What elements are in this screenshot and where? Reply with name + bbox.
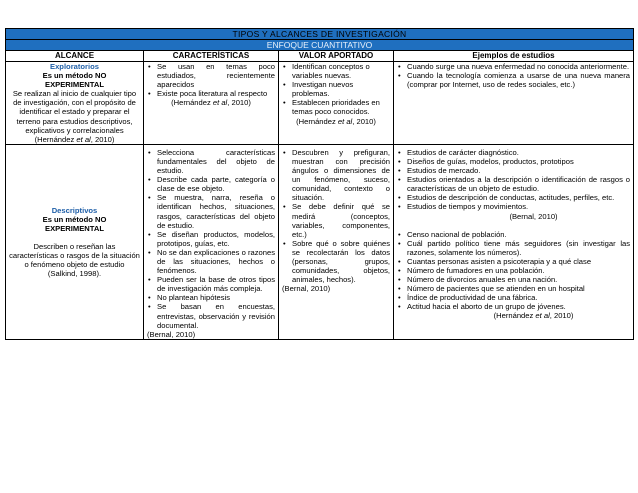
examples-cell — [394, 144, 634, 339]
list-item: • Estudios de mercado. — [407, 166, 630, 175]
list-item: • Número de pacientes que se atienden en un hospital — [407, 284, 630, 293]
table-row-exploratorios — [6, 62, 634, 145]
list-item: • Investigan nuevos problemas. — [292, 80, 390, 98]
characteristics-list — [147, 62, 275, 98]
list-item: • Estudios orientados a la descripción o identificación de rasgos o características de un objeto de estudio. — [407, 175, 630, 193]
method-line: EXPERIMENTAL — [45, 80, 104, 90]
list-item: • Estudios de descripción de conductas, actitudes, perfiles, etc. — [407, 193, 630, 202]
list-item: • Se basan en encuestas, entrevistas, observación y revisión documental. — [157, 302, 275, 329]
list-item: • Número de divorcios anuales en una nación. — [407, 275, 630, 284]
header-row — [6, 51, 634, 62]
characteristics-cell — [144, 144, 279, 339]
list-item: • Se usan en temas poco estudiados, recientemente aparecidos — [157, 62, 275, 89]
citation: (Bernal, 2010) — [147, 329, 196, 339]
list-item: • Se debe definir qué se medirá (conceptos, variables, componentes, etc.) — [292, 202, 390, 238]
citation: (Hernández et al, 2010) — [296, 116, 376, 126]
list-item: • Índice de productividad de una fábrica. — [407, 293, 630, 302]
list-item: • Estudios de tiempos y movimientos. — [407, 202, 630, 211]
characteristics-cell — [144, 62, 279, 145]
list-item: • Diseños de guías, modelos, productos, prototipos — [407, 157, 630, 166]
subtitle-row — [6, 40, 634, 51]
citation: (Bernal, 2010) — [509, 211, 558, 221]
list-item: • Identifican conceptos o variables nuevas. — [292, 62, 390, 80]
list-item: • Pueden ser la base de otros tipos de investigación más compleja. — [157, 275, 275, 293]
list-item: • Cuando surge una nueva enfermedad no conocida anteriormente. — [407, 62, 630, 71]
header-ejemplos: Ejemplos de estudios — [394, 51, 634, 62]
list-item: • Se diseñan productos, modelos, prototipos, guías, etc. — [157, 230, 275, 248]
table-subtitle: ENFOQUE CUANTITATIVO — [6, 40, 634, 51]
list-item: • Censo nacional de población. — [407, 230, 630, 239]
header-valor: VALOR APORTADO — [279, 51, 394, 62]
examples-list — [397, 148, 630, 212]
method-line: Es un método NO — [42, 214, 107, 224]
list-item: • Sobre qué o sobre quiénes se recolectarán los datos (personas, grupos, comunidades, objetos, animales, hechos). — [292, 239, 390, 284]
scope-cell-descriptivos — [6, 144, 144, 339]
method-line: EXPERIMENTAL — [45, 223, 104, 233]
list-item: • Descubren y prefiguran, muestran con precisión ángulos o dimensiones de un fenómeno, suceso, comunidad, contexto o situación. — [292, 148, 390, 203]
examples-list — [397, 230, 630, 312]
scope-name: Exploratorios — [50, 62, 99, 71]
table-row-descriptivos — [6, 144, 634, 339]
scope-table — [5, 28, 634, 340]
characteristics-list — [147, 148, 275, 330]
method-line: Es un método NO — [42, 71, 107, 81]
list-item: • Selecciona características fundamentales del objeto de estudio. — [157, 148, 275, 175]
list-item: • Cuando la tecnología comienza a usarse de una nueva manera (comprar por Internet, uso de redes sociales, etc.) — [407, 71, 630, 89]
list-item: • No se dan explicaciones o razones de las situaciones, hechos o fenómenos. — [157, 248, 275, 275]
list-item: • Estudios de carácter diagnóstico. — [407, 148, 630, 157]
value-list — [282, 148, 390, 284]
header-alcance: ALCANCE — [6, 51, 144, 62]
examples-cell — [394, 62, 634, 145]
list-item: • Establecen prioridades en temas poco conocidos. — [292, 98, 390, 116]
title-row — [6, 29, 634, 40]
scope-description: Describen o reseñan las características o rasgos de la situación o fenómeno objeto de estudio (Salkind, 1998). — [9, 241, 140, 279]
scope-name: Descriptivos — [51, 205, 98, 215]
list-item: • Cuantas personas asisten a psicoterapia y a qué clase — [407, 257, 630, 266]
citation: (Hernández et al, 2010) — [34, 134, 115, 144]
list-item: • No plantean hipótesis — [157, 293, 275, 302]
examples-list — [397, 62, 630, 89]
scope-cell-exploratorios — [6, 62, 144, 145]
citation: (Hernández et al, 2010) — [171, 98, 251, 108]
citation: (Bernal, 2010) — [282, 284, 331, 294]
citation: (Hernández et al, 2010) — [493, 311, 574, 321]
list-item: • Número de fumadores en una población. — [407, 266, 630, 275]
value-list — [282, 62, 390, 117]
table-title: TIPOS Y ALCANCES DE INVESTIGACIÓN — [6, 29, 634, 40]
value-cell — [279, 144, 394, 339]
header-caracteristicas: CARACTERÍSTICAS — [144, 51, 279, 62]
scope-description: Se realizan al inicio de cualquier tipo de investigación, con el propósito de identificar el estado y preparar el terreno para estudios descriptivos, explicativos y correlacionales — [12, 89, 137, 135]
list-item: • Actitud hacia el aborto de un grupo de jóvenes. — [407, 302, 630, 311]
list-item: • Describe cada parte, categoría o clase de ese objeto. — [157, 175, 275, 193]
list-item: • Existe poca literatura al respecto — [157, 89, 275, 98]
value-cell — [279, 62, 394, 145]
list-item: • Se muestra, narra, reseña o identifican hechos, situaciones, rasgos, características del objeto de estudio. — [157, 193, 275, 229]
list-item: • Cuál partido político tiene más seguidores (sin investigar las razones, solamente los números). — [407, 239, 630, 257]
